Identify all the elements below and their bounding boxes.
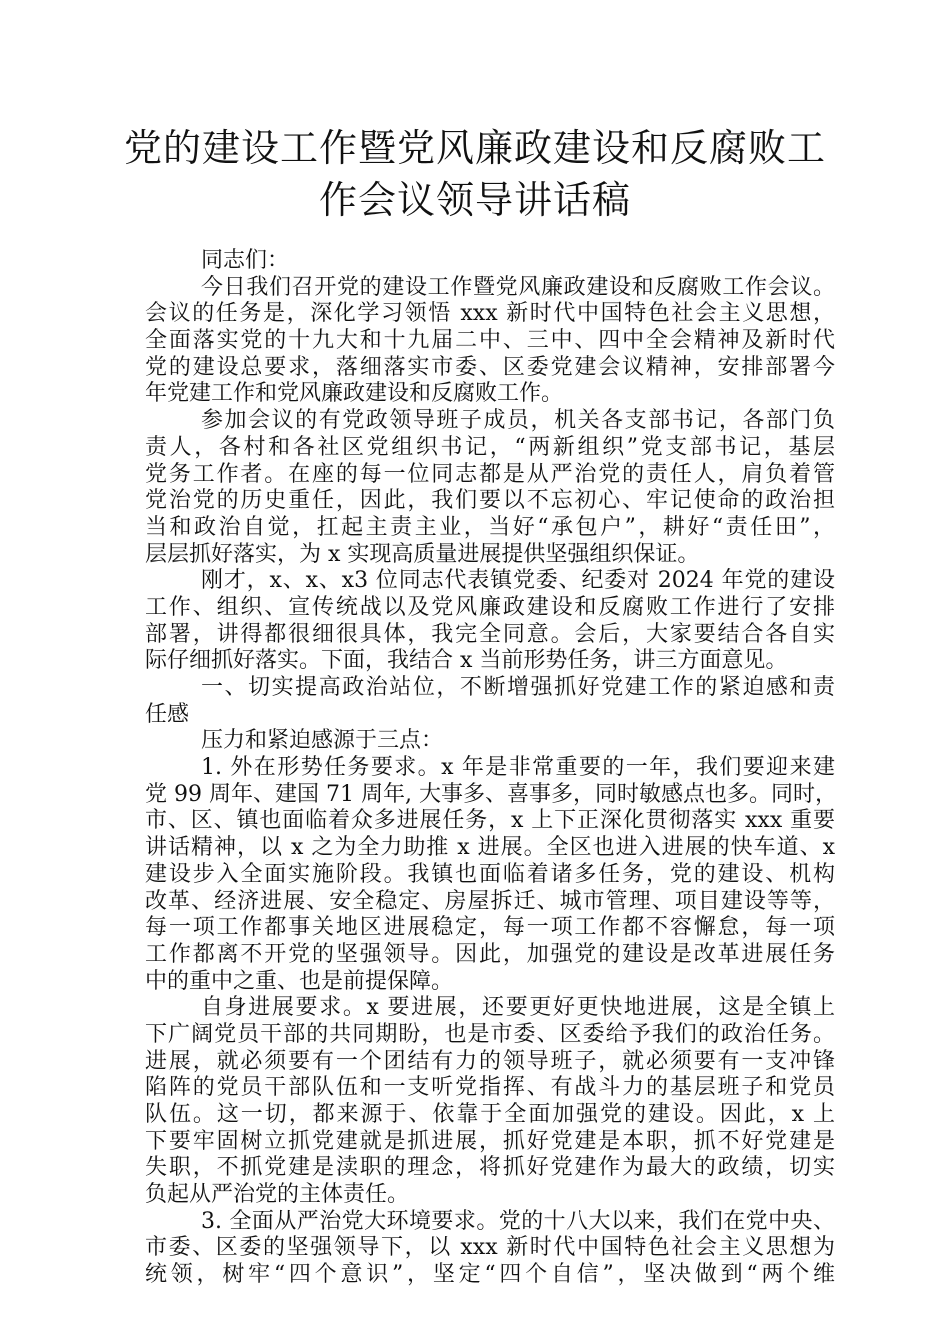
paragraph-line: 压力和紧迫感源于三点： (201, 728, 444, 754)
paragraph-line: 1. 外在形势任务要求。x 年是非常重要的一年，我们要迎来建 (201, 755, 835, 781)
paragraph-line: 党治党的历史重任，因此，我们要以不忘初心、牢记使命的政治担 (145, 488, 835, 514)
paragraph-line: 工作、组织、宣传统战以及党风廉政建设和反腐败工作进行了安排 (145, 594, 835, 620)
paragraph-line: 陷阵的党员干部队伍和一支听党指挥、有战斗力的基层班子和党员 (145, 1075, 835, 1101)
paragraph-line: 中的重中之重、也是前提保障。 (145, 968, 454, 994)
paragraph-line: 下广阔党员干部的共同期盼，也是市委、区委给予我们的政治任务。 (145, 1021, 835, 1047)
salutation: 同志们： (201, 248, 290, 273)
paragraph-line: 刚才，x、x、x3 位同志代表镇党委、纪委对 2024 年党的建设 (201, 568, 835, 594)
paragraph-line: 当和政治自觉，扛起主责主业，当好“承包户”，耕好“责任田”， (145, 514, 835, 540)
paragraph-line: 参加会议的有党政领导班子成员，机关各支部书记，各部门负 (201, 408, 835, 434)
paragraph-line: 今日我们召开党的建设工作暨党风廉政建设和反腐败工作会议。 (201, 274, 835, 300)
paragraph-line: 改革、经济进展、安全稳定、房屋拆迁、城市管理、项目建设等等， (145, 888, 835, 914)
paragraph-line: 失职，不抓党建是渎职的理念，将抓好党建作为最大的政绩，切实 (145, 1155, 835, 1181)
paragraph-line: 层层抓好落实，为 x 实现高质量进展提供坚强组织保证。 (145, 541, 700, 567)
paragraph-line: 队伍。这一切，都来源于、依靠于全面加强党的建设。因此，x 上 (145, 1102, 835, 1127)
paragraph-line: 进展，就必须要有一个团结有力的领导班子，就必须要有一支冲锋 (145, 1048, 835, 1074)
paragraph-line: 全面落实党的十九大和十九届二中、三中、四中全会精神及新时代 (145, 328, 835, 354)
paragraph-line: 党务工作者。在座的每一位同志都是从严治党的责任人，肩负着管 (145, 461, 835, 487)
paragraph-line: 自身进展要求。x 要进展，还要更好更快地进展，这是全镇上 (201, 995, 835, 1021)
document-body (145, 248, 835, 1289)
title-line-1: 党的建设工作暨党风廉政建设和反腐败工 (123, 126, 826, 170)
paragraph-line: 际仔细抓好落实。下面，我结合 x 当前形势任务，讲三方面意见。 (145, 648, 788, 674)
title-line-2: 作会议领导讲话稿 (318, 178, 631, 222)
paragraph-line: 年党建工作和党风廉政建设和反腐败工作。 (145, 381, 564, 407)
document-title (0, 122, 950, 226)
paragraph-line: 党的建设总要求，落细落实市委、区委党建会议精神，安排部署今 (145, 354, 835, 380)
paragraph-line: 部署，讲得都很细很具体，我完全同意。会后，大家要结合各自实 (145, 621, 835, 647)
paragraph-line: 下要牢固树立抓党建就是抓进展，抓好党建是本职，抓不好党建是 (145, 1128, 835, 1154)
section-heading-line: 一、切实提高政治站位，不断增强抓好党建工作的紧迫感和责 (201, 675, 835, 700)
paragraph-line: 党 99 周年、建国 71 周年, 大事多、喜事多，同时敏感点也多。同时， (145, 781, 837, 807)
paragraph-line: 工作都离不开党的坚强领导。因此，加强党的建设是改革进展任务 (145, 941, 835, 967)
paragraph-line: 讲话精神，以 x 之为全力助推 x 进展。全区也进入进展的快车道、x (145, 835, 835, 861)
section-heading-line: 任感 (145, 701, 190, 727)
paragraph-line: 建设步入全面实施阶段。我镇也面临着诸多任务，党的建设、机构 (145, 861, 835, 887)
paragraph-line: 3. 全面从严治党大环境要求。党的十八大以来，我们在党中央、 (201, 1208, 835, 1234)
paragraph-line: 市、区、镇也面临着众多进展任务，x 上下正深化贯彻落实 xxx 重要 (145, 808, 835, 834)
paragraph-line: 每一项工作都事关地区进展稳定，每一项工作都不容懈怠，每一项 (145, 915, 835, 941)
paragraph-line: 负起从严治党的主体责任。 (145, 1182, 410, 1208)
paragraph-line: 市委、区委的坚强领导下，以 xxx 新时代中国特色社会主义思想为 (145, 1235, 835, 1261)
paragraph-line: 统领，树牢“四个意识”，坚定“四个自信”，坚决做到“两个维 (145, 1262, 835, 1288)
paragraph-line: 会议的任务是，深化学习领悟 xxx 新时代中国特色社会主义思想， (145, 301, 835, 327)
paragraph-line: 责人，各村和各社区党组织书记，“两新组织”党支部书记，基层 (145, 434, 835, 460)
